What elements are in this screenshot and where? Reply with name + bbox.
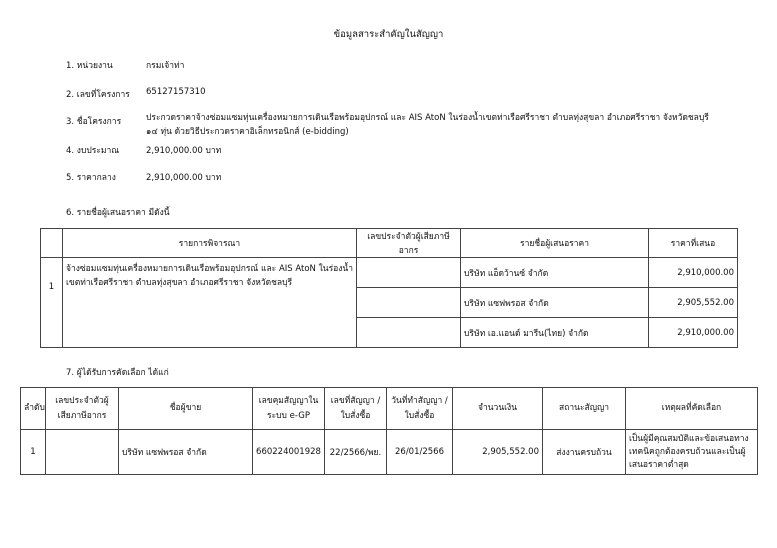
col-header-index: [41, 229, 63, 258]
bidders-table-header: [41, 229, 738, 258]
bidders-heading: 6. รายชื่อผู้เสนอราคา มีดังนี้: [66, 208, 170, 218]
col-header-contract-number: เลขที่สัญญา / ใบสั่งซื้อ: [325, 388, 387, 430]
col-header-amount: จำนวนเงิน: [453, 388, 543, 430]
winner-contract-date: 26/01/2566: [387, 430, 453, 475]
winner-contract-number: 22/2566/พย.: [325, 430, 387, 475]
winner-status: ส่งงานครบถ้วน: [543, 430, 626, 475]
bidder-tax-id: [357, 258, 461, 288]
reference-price-label: 5. ราคากลาง: [66, 173, 116, 183]
bidder-name: บริษัท แซฟพรอส จำกัด: [461, 288, 649, 318]
bidder-price: 2,910,000.00: [649, 318, 738, 348]
table-row: [21, 430, 758, 475]
col-header-item: รายการพิจารณา: [63, 229, 357, 258]
winner-order: 1: [21, 430, 46, 475]
bidder-name: บริษัท แอ็ดว้านซ์ จำกัด: [461, 258, 649, 288]
winner-vendor: บริษัท แซฟพรอส จำกัด: [119, 430, 253, 475]
col-header-bidder: รายชื่อผู้เสนอราคา: [461, 229, 649, 258]
winners-heading: 7. ผู้ได้รับการคัดเลือก ได้แก่: [66, 368, 169, 378]
item-description: จ้างซ่อมแซมทุ่นเครื่องหมายการเดินเรือพร้อมอุปกรณ์ และ AIS AtoN ในร่องน้ำเขตท่าเรือศรีราชา ตำบลทุ่งสุขลา อำเภอศรีราชา จังหวัดชลบุรี: [63, 258, 357, 348]
budget-label: 4. งบประมาณ: [66, 146, 120, 156]
project-number-label: 2. เลขที่โครงการ: [66, 90, 130, 100]
bidder-tax-id: [357, 318, 461, 348]
project-number-value: 65127157310: [146, 87, 206, 97]
winner-reason: เป็นผู้มีคุณสมบัติและข้อเสนอทางเทคนิคถูกต้องครบถ้วนและเป็นผู้เสนอราคาต่ำสุด: [626, 430, 758, 475]
bidder-tax-id: [357, 288, 461, 318]
col-header-order: ลำดับ: [21, 388, 46, 430]
bidders-table: [40, 228, 738, 348]
winner-amount: 2,905,552.00: [453, 430, 543, 475]
bidder-price: 2,910,000.00: [649, 258, 738, 288]
col-header-vendor: ชื่อผู้ขาย: [119, 388, 253, 430]
winners-table: [20, 387, 758, 475]
item-number: 1: [41, 258, 63, 348]
project-name-value: ประกวดราคาจ้างซ่อมแซมทุ่นเครื่องหมายการเดินเรือพร้อมอุปกรณ์ และ AIS AtoN ในร่องน้ำเขตท่าเรือศรีราชา ตำบลทุ่งสุขลา อำเภอศรีราชา จังหวัดชลบุรี ๑๔ ทุ่น ด้วยวิธีประกวดราคาอิเล็กทรอนิกส์ (e-bidding): [146, 113, 709, 137]
col-header-control-number: เลขคุมสัญญาในระบบ e-GP: [253, 388, 325, 430]
col-header-status: สถานะสัญญา: [543, 388, 626, 430]
budget-value: 2,910,000.00 บาท: [146, 146, 222, 156]
reference-price-value: 2,910,000.00 บาท: [146, 173, 222, 183]
winner-tax-id: [46, 430, 119, 475]
project-name-label: 3. ชื่อโครงการ: [66, 117, 122, 127]
col-header-tax-id: เลขประจำตัวผู้เสียภาษีอากร: [46, 388, 119, 430]
col-header-reason: เหตุผลที่คัดเลือก: [626, 388, 758, 430]
col-header-tax-id: เลขประจำตัวผู้เสียภาษีอากร: [357, 229, 461, 258]
agency-label: 1. หน่วยงาน: [66, 61, 113, 71]
bidder-price: 2,905,552.00: [649, 288, 738, 318]
col-header-contract-date: วันที่ทำสัญญา / ใบสั่งซื้อ: [387, 388, 453, 430]
page-title: ข้อมูลสาระสำคัญในสัญญา: [333, 29, 444, 40]
bidder-name: บริษัท เอ.แอนด์ มารีน(ไทย) จำกัด: [461, 318, 649, 348]
table-row: [41, 258, 738, 288]
agency-value: กรมเจ้าท่า: [146, 61, 185, 71]
winners-table-header: [21, 388, 758, 430]
winner-control-number: 660224001928: [253, 430, 325, 475]
col-header-price: ราคาที่เสนอ: [649, 229, 738, 258]
